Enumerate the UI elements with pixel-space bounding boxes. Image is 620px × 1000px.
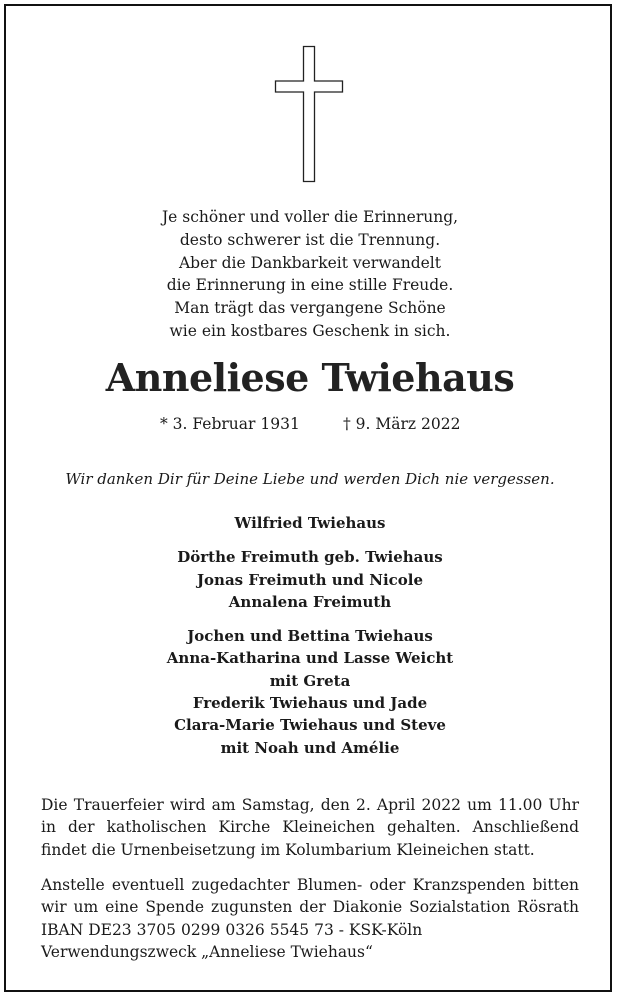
donation-reference: Verwendungszweck „Anneliese Twiehaus“ <box>41 943 373 962</box>
birth-date: * 3. Februar 1931 <box>160 415 300 433</box>
mourner-line: Annalena Freimuth <box>228 592 392 611</box>
cross-icon <box>274 45 344 183</box>
poem-line: Je schöner und voller die Erinnerung, <box>161 208 459 226</box>
poem-line: Man trägt das vergangene Schöne <box>174 299 446 318</box>
mourner-line: Anna-Katharina und Lasse Weicht <box>166 649 454 668</box>
mourner-line: Jonas Freimuth und Nicole <box>196 570 424 589</box>
donation-line: wir um eine Spende zugunsten der Diakonie Sozialstation Rösrath <box>41 898 579 917</box>
mourner-group <box>0 625 620 759</box>
mourner-line: Clara-Marie Twiehaus und Steve <box>174 716 446 735</box>
mourner-line: mit Greta <box>269 671 351 690</box>
mourner-line: Frederik Twiehaus und Jade <box>192 694 428 713</box>
poem-line: wie ein kostbares Geschenk in sich. <box>169 321 451 340</box>
poem-line: Aber die Dankbarkeit verwandelt <box>178 253 441 272</box>
mourner-line: Wilfried Twiehaus <box>234 514 386 532</box>
funeral-line: in der katholischen Kirche Kleineichen gehalten. Anschließend <box>41 818 579 837</box>
mourner-line: mit Noah und Amélie <box>220 738 400 757</box>
mourner-line: Jochen und Bettina Twiehaus <box>187 627 433 646</box>
mourner-line: Dörthe Freimuth geb. Twiehaus <box>177 548 443 567</box>
donation-line: Anstelle eventuell zugedachter Blumen- oder Kranzspenden bitten <box>41 876 579 894</box>
donation-info <box>41 874 579 964</box>
poem <box>0 206 620 343</box>
mourners-list <box>0 512 620 771</box>
funeral-info <box>41 794 579 861</box>
mourner-group <box>0 546 620 613</box>
deceased-name: Anneliese Twiehaus <box>105 355 515 400</box>
funeral-line: Die Trauerfeier wird am Samstag, den 2. April 2022 um 11.00 Uhr <box>41 796 579 814</box>
poem-line: desto schwerer ist die Trennung. <box>179 230 441 249</box>
iban-line: IBAN DE23 3705 0299 0326 5545 73 - KSK-Köln <box>41 920 423 939</box>
funeral-line: findet die Urnenbeisetzung im Kolumbarium Kleineichen statt. <box>41 840 535 859</box>
death-date: † 9. März 2022 <box>343 415 461 433</box>
thanks-line: Wir danken Dir für Deine Liebe und werden Dich nie vergessen. <box>65 470 555 488</box>
poem-line: die Erinnerung in eine stille Freude. <box>166 276 454 295</box>
mourner-group <box>0 512 620 534</box>
